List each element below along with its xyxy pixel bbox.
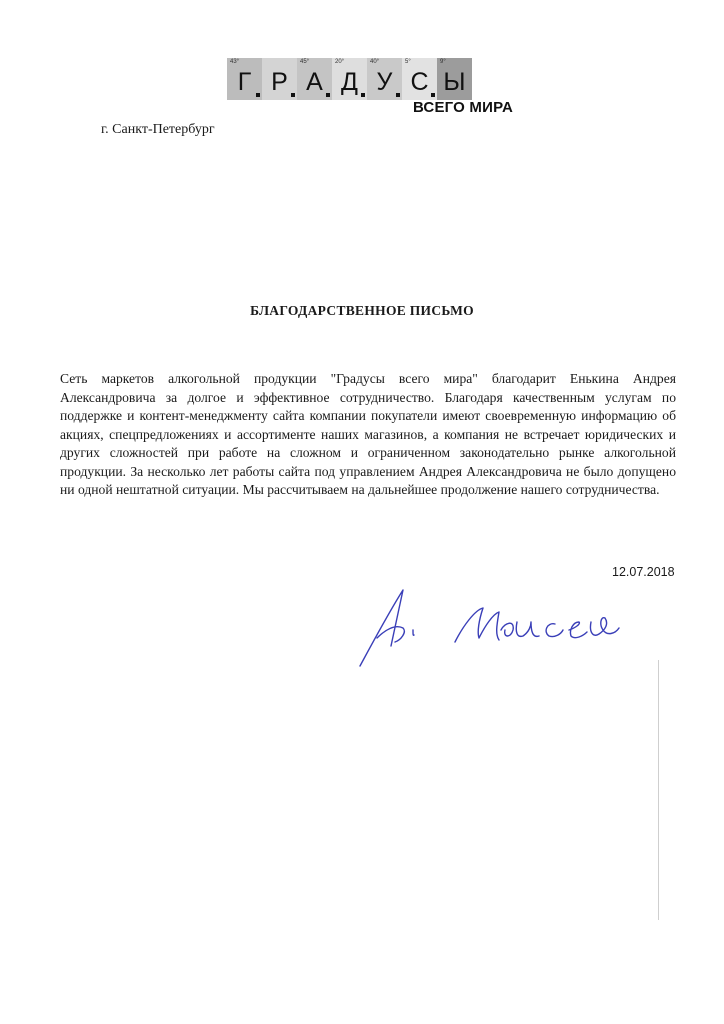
logo-tile-degree: 45° bbox=[300, 59, 310, 65]
logo-tagline: ВСЕГО МИРА bbox=[412, 99, 513, 116]
logo-tile-letter: Р bbox=[271, 68, 288, 96]
letter-body bbox=[60, 370, 676, 500]
letter-title: БЛАГОДАРСТВЕННОЕ ПИСЬМО bbox=[250, 303, 474, 318]
logo-tile-letter: У bbox=[376, 68, 393, 96]
handwritten-signature bbox=[355, 580, 635, 670]
city-line: г. Санкт-Петербург bbox=[101, 122, 215, 137]
logo-tile-degree: 9° bbox=[440, 59, 446, 65]
logo-dot bbox=[361, 93, 365, 97]
logo-tile bbox=[297, 58, 332, 100]
logo-tile bbox=[262, 58, 297, 100]
logo-tile bbox=[227, 58, 262, 100]
letter-date: 12.07.2018 bbox=[612, 565, 675, 579]
logo-tile bbox=[367, 58, 402, 100]
logo-tile bbox=[402, 58, 437, 100]
logo-dot bbox=[326, 93, 330, 97]
logo-tile-letter: Ы bbox=[443, 68, 466, 96]
logo-dot bbox=[291, 93, 295, 97]
logo-tile bbox=[332, 58, 367, 100]
logo-dot bbox=[256, 93, 260, 97]
logo-tile-letter: С bbox=[410, 68, 429, 96]
logo-tile-degree: 40° bbox=[370, 59, 380, 65]
logo-dot bbox=[431, 93, 435, 97]
company-logo bbox=[227, 58, 513, 118]
scan-margin-line bbox=[658, 660, 659, 920]
logo-dot bbox=[396, 93, 400, 97]
logo-tile bbox=[437, 58, 472, 100]
body-paragraph: Сеть маркетов алкогольной продукции "Градусы всего мира" благодарит Енькина Андрея Александровича за долгое и эффективное сотрудничество. Благодаря качественным услугам по поддержке и контент-менеджменту сайта компании покупатели имеют своевременную информацию об акциях, спецпредложениях и ассортименте наших магазинов, а компания не встречает юридических и других сложностей при работе на сложном и ограниченном законодательно рынке алкогольной продукции. За несколько лет работы сайта под управлением Андрея Александровича не было допущено ни одной нештатной ситуации. Мы рассчитываем на дальнейшее продолжение нашего сотрудничества. bbox=[60, 371, 676, 497]
logo-tile-letter: А bbox=[306, 68, 323, 96]
logo-tile-letter: Д bbox=[341, 68, 358, 96]
logo-tile-degree: 5° bbox=[405, 59, 411, 65]
logo-tile-letter: Г bbox=[237, 68, 252, 96]
logo-tile-degree: 43° bbox=[230, 59, 240, 65]
logo-tiles bbox=[227, 58, 472, 100]
logo-tile-degree: 20° bbox=[335, 59, 345, 65]
